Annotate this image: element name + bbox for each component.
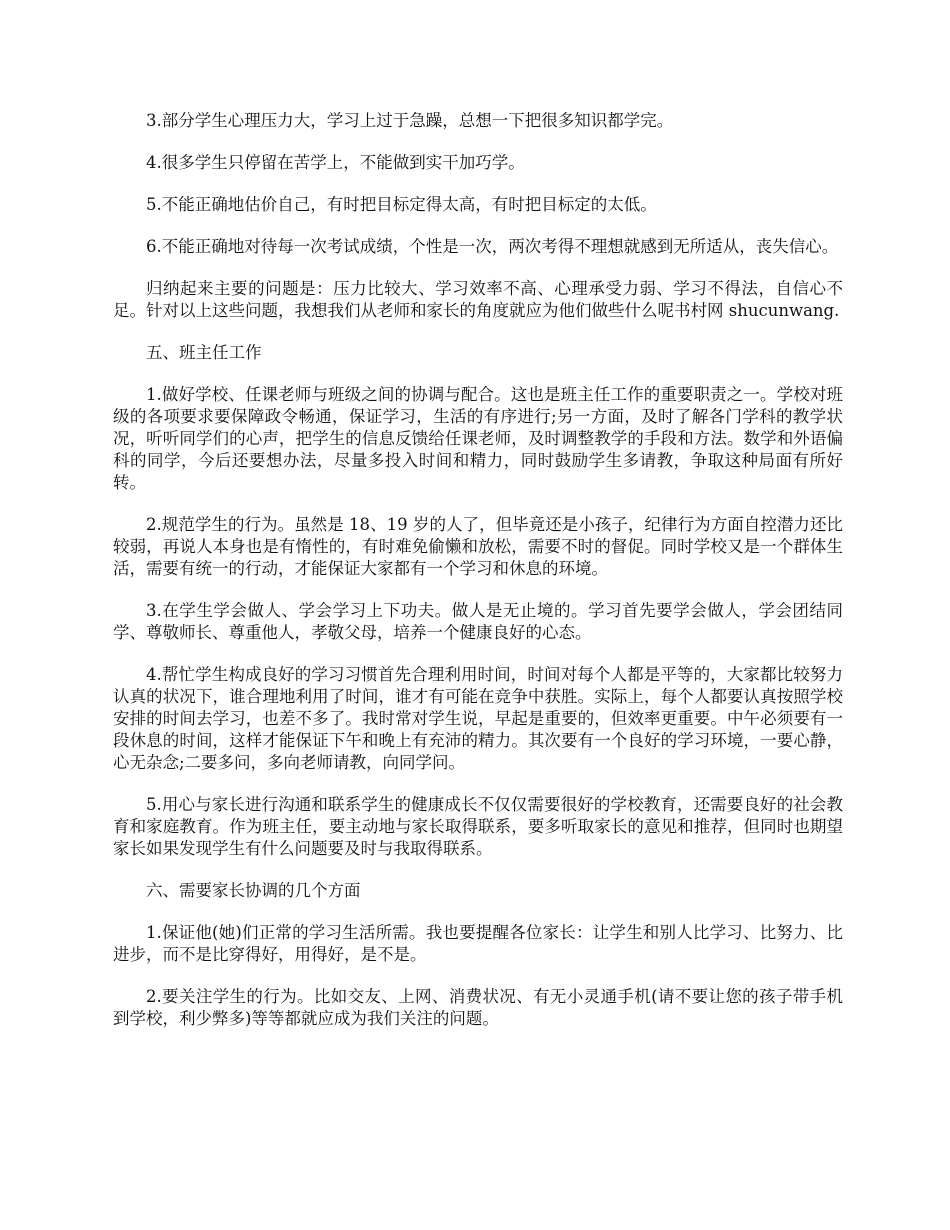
summary-paragraph: 归纳起来主要的问题是：压力比较大、学习效率不高、心理承受力弱、学习不得法，自信心不足。针对以上这些问题，我想我们从老师和家长的角度就应为他们做些什么呢书村网 shucunwang.	[113, 279, 843, 320]
section5-item-4: 4.帮忙学生构成良好的学习习惯首先合理利用时间，时间对每个人都是平等的，大家都比较努力认真的状况下，谁合理地利用了时间，谁才有可能在竞争中获胜。实际上，每个人都要认真按照学校安排的时间去学习，也差不多了。我时常对学生说，早起是重要的，但效率更重要。中午必须要有一段休息的时间，这样才能保证下午和晚上有充沛的精力。其次要有一个良好的学习环境，一要心静，心无杂念;二要多问，多向老师请教，向同学问。	[113, 665, 843, 772]
list-item-4: 4.很多学生只停留在苦学上，不能做到实干加巧学。	[146, 153, 525, 172]
section5-item-2: 2.规范学生的行为。虽然是 18、19 岁的人了，但毕竟还是小孩子，纪律行为方面自控潜力还比较弱，再说人本身也是有惰性的，有时难免偷懒和放松，需要不时的督促。同时学校又是一个群体生活，需要有统一的行动，才能保证大家都有一个学习和休息的环境。	[113, 515, 843, 578]
document-body	[113, 110, 843, 1050]
section6-item-1: 1.保证他(她)们正常的学习生活所需。我也要提醒各位家长：让学生和别人比学习、比努力、比进步，而不是比穿得好，用得好，是不是。	[113, 923, 843, 964]
list-item-6: 6.不能正确地对待每一次考试成绩，个性是一次，两次考得不理想就感到无所适从，丧失信心。	[146, 237, 839, 256]
section6-item-2: 2.要关注学生的行为。比如交友、上网、消费状况、有无小灵通手机(请不要让您的孩子带手机到学校，利少弊多)等等都就应成为我们关注的问题。	[113, 987, 843, 1028]
section5-item-5: 5.用心与家长进行沟通和联系学生的健康成长不仅仅需要很好的学校教育，还需要良好的社会教育和家庭教育。作为班主任，要主动地与家长取得联系，要多听取家长的意见和推荐，但同时也期望家长如果发现学生有什么问题要及时与我取得联系。	[113, 795, 843, 858]
list-item-3: 3.部分学生心理压力大，学习上过于急躁，总想一下把很多知识都学完。	[146, 111, 674, 130]
section-heading-5: 五、班主任工作	[146, 343, 262, 362]
section-heading-6: 六、需要家长协调的几个方面	[146, 881, 361, 900]
section5-item-1: 1.做好学校、任课老师与班级之间的协调与配合。这也是班主任工作的重要职责之一。学校对班级的各项要求要保障政令畅通，保证学习，生活的有序进行;另一方面，及时了解各门学科的教学状况，听听同学们的心声，把学生的信息反馈给任课老师，及时调整教学的手段和方法。数学和外语偏科的同学，今后还要想办法，尽量多投入时间和精力，同时鼓励学生多请教，争取这种局面有所好转。	[113, 385, 843, 492]
list-item-5: 5.不能正确地估价自己，有时把目标定得太高，有时把目标定的太低。	[146, 195, 657, 214]
section5-item-3: 3.在学生学会做人、学会学习上下功夫。做人是无止境的。学习首先要学会做人，学会团结同学、尊敬师长、尊重他人，孝敬父母，培养一个健康良好的心态。	[113, 601, 843, 642]
